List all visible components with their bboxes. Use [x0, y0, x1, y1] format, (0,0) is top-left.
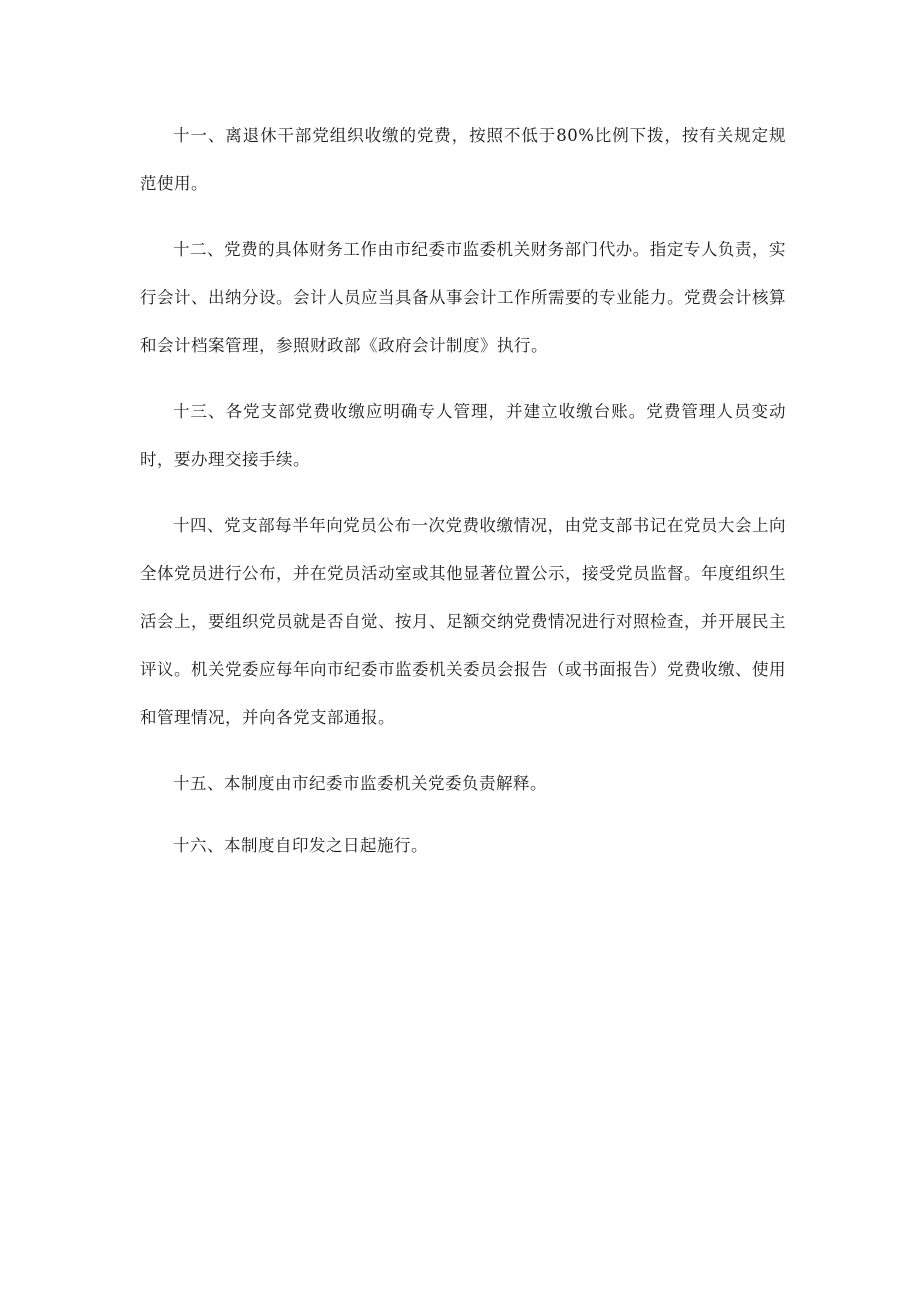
paragraph-11: 十一、离退休干部党组织收缴的党费，按照不低于80%比例下拨，按有关规定规范使用。 [140, 126, 786, 193]
paragraph-14: 十四、党支部每半年向党员公布一次党费收缴情况，由党支部书记在党员大会上向全体党员进行公布，并在党员活动室或其他显著位置公示，接受党员监督。年度组织生活会上，要组织党员就是否自觉、按月、足额交纳党费情况进行对照检查，并开展民主评议。机关党委应每年向市纪委市监委机关委员会报告（或书面报告）党费收缴、使用和管理情况，并向各党支部通报。 [140, 516, 786, 727]
paragraph-12: 十二、党费的具体财务工作由市纪委市监委机关财务部门代办。指定专人负责，实行会计、出纳分设。会计人员应当具备从事会计工作所需要的专业能力。党费会计核算和会计档案管理，参照财政部《政府会计制度》执行。 [140, 240, 786, 355]
paragraph-13: 十三、各党支部党费收缴应明确专人管理，并建立收缴台账。党费管理人员变动时，要办理交接手续。 [140, 402, 786, 469]
document-page [140, 112, 786, 888]
paragraph-15: 十五、本制度由市纪委市监委机关党委负责解释。 [173, 774, 547, 793]
paragraph-16: 十六、本制度自印发之日起施行。 [173, 836, 428, 855]
